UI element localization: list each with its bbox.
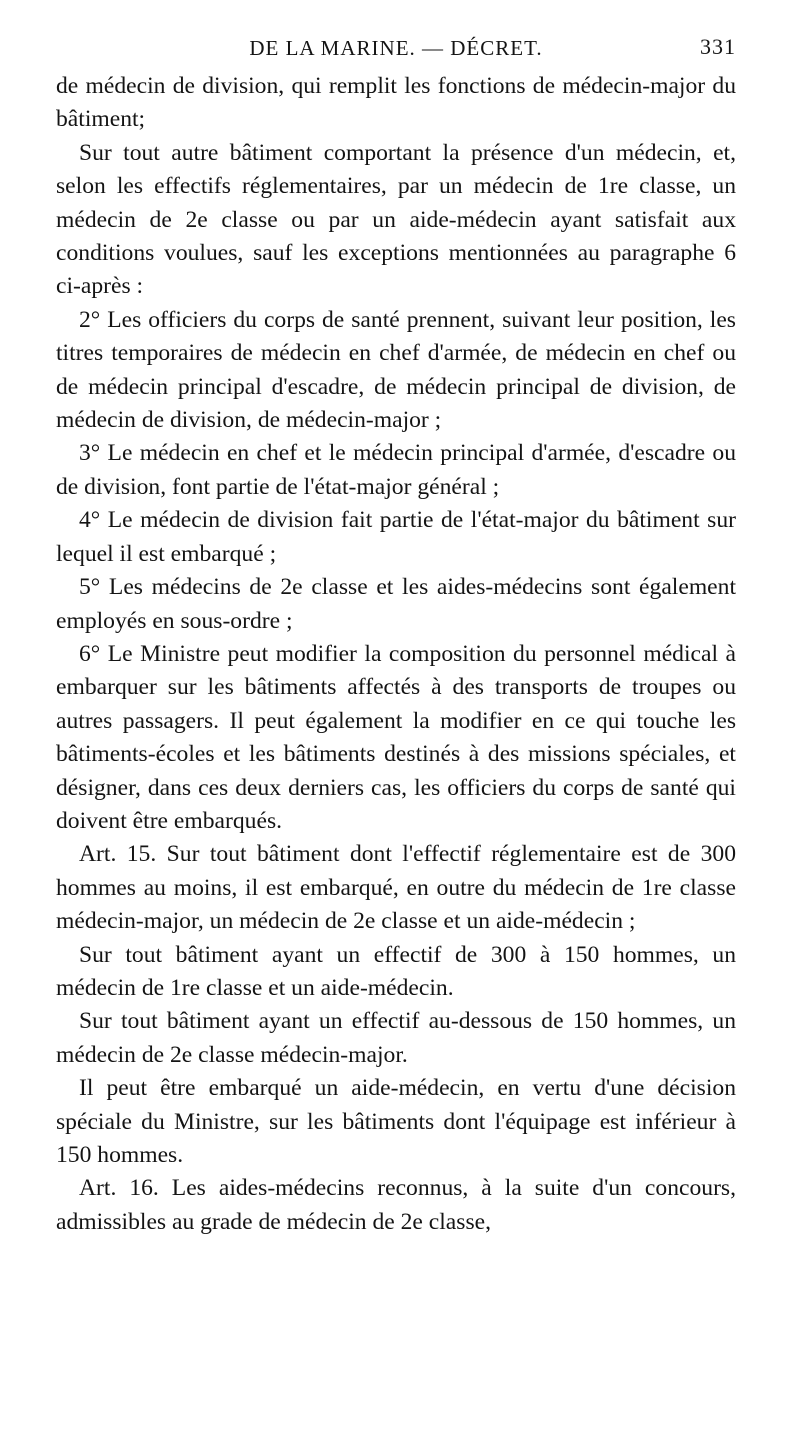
running-head [56, 30, 736, 70]
article-paragraph: Art. 15. Sur tout bâtiment dont l'effectif réglementaire est de 300 hommes au moins, il est embarqué, en outre du médecin de 1re classe médecin-major, un médecin de 2e classe et un aide-médecin ; [56, 841, 736, 935]
paragraph: de médecin de division, qui remplit les fonctions de médecin-major du bâtiment; [56, 73, 736, 133]
paragraph: Sur tout bâtiment ayant un effectif de 300 à 150 hommes, un médecin de 1re classe et un aide-médecin. [56, 941, 736, 1001]
paragraph: 2° Les officiers du corps de santé prennent, suivant leur position, les titres temporaires de médecin en chef d'armée, de médecin en chef ou de médecin principal d'escadre, de médecin principal de division, de médecin de division, de médecin-major ; [56, 306, 736, 434]
paragraph: 4° Le médecin de division fait partie de l'état-major du bâtiment sur lequel il est embarqué ; [56, 507, 736, 567]
paragraph: 5° Les médecins de 2e classe et les aides-médecins sont également employés en sous-ordre ; [56, 574, 736, 634]
paragraph: 6° Le Ministre peut modifier la composition du personnel médical à embarquer sur les bâtiments affectés à des transports de troupes ou autres passagers. Il peut également la modifier en ce qui touche les bâtiments-écoles et les bâtiments destinés à des missions spéciales, et désigner, dans ces deux derniers cas, les officiers du corps de santé qui doivent être embarqués. [56, 640, 736, 834]
paragraph: 3° Le médecin en chef et le médecin principal d'armée, d'escadre ou de division, font partie de l'état-major général ; [56, 440, 736, 500]
page-number: 331 [700, 34, 736, 59]
article-paragraph: Art. 16. Les aides-médecins reconnus, à la suite d'un concours, admissibles au grade de médecin de 2e classe, [56, 1175, 736, 1235]
paragraph: Sur tout bâtiment ayant un effectif au-dessous de 150 hommes, un médecin de 2e classe médecin-major. [56, 1008, 736, 1068]
running-title: DE LA MARINE. — DÉCRET. [249, 36, 543, 60]
paragraph: Il peut être embarqué un aide-médecin, en vertu d'une décision spéciale du Ministre, sur les bâtiments dont l'équipage est inférieur à 150 hommes. [56, 1075, 736, 1168]
paragraph: Sur tout autre bâtiment comportant la présence d'un médecin, et, selon les effectifs réglementaires, par un médecin de 1re classe, un médecin de 2e classe ou par un aide-médecin ayant satisfait aux conditions voulues, sauf les exceptions mentionnées au paragraphe 6 ci-après : [56, 139, 736, 300]
body-text [56, 70, 736, 1239]
